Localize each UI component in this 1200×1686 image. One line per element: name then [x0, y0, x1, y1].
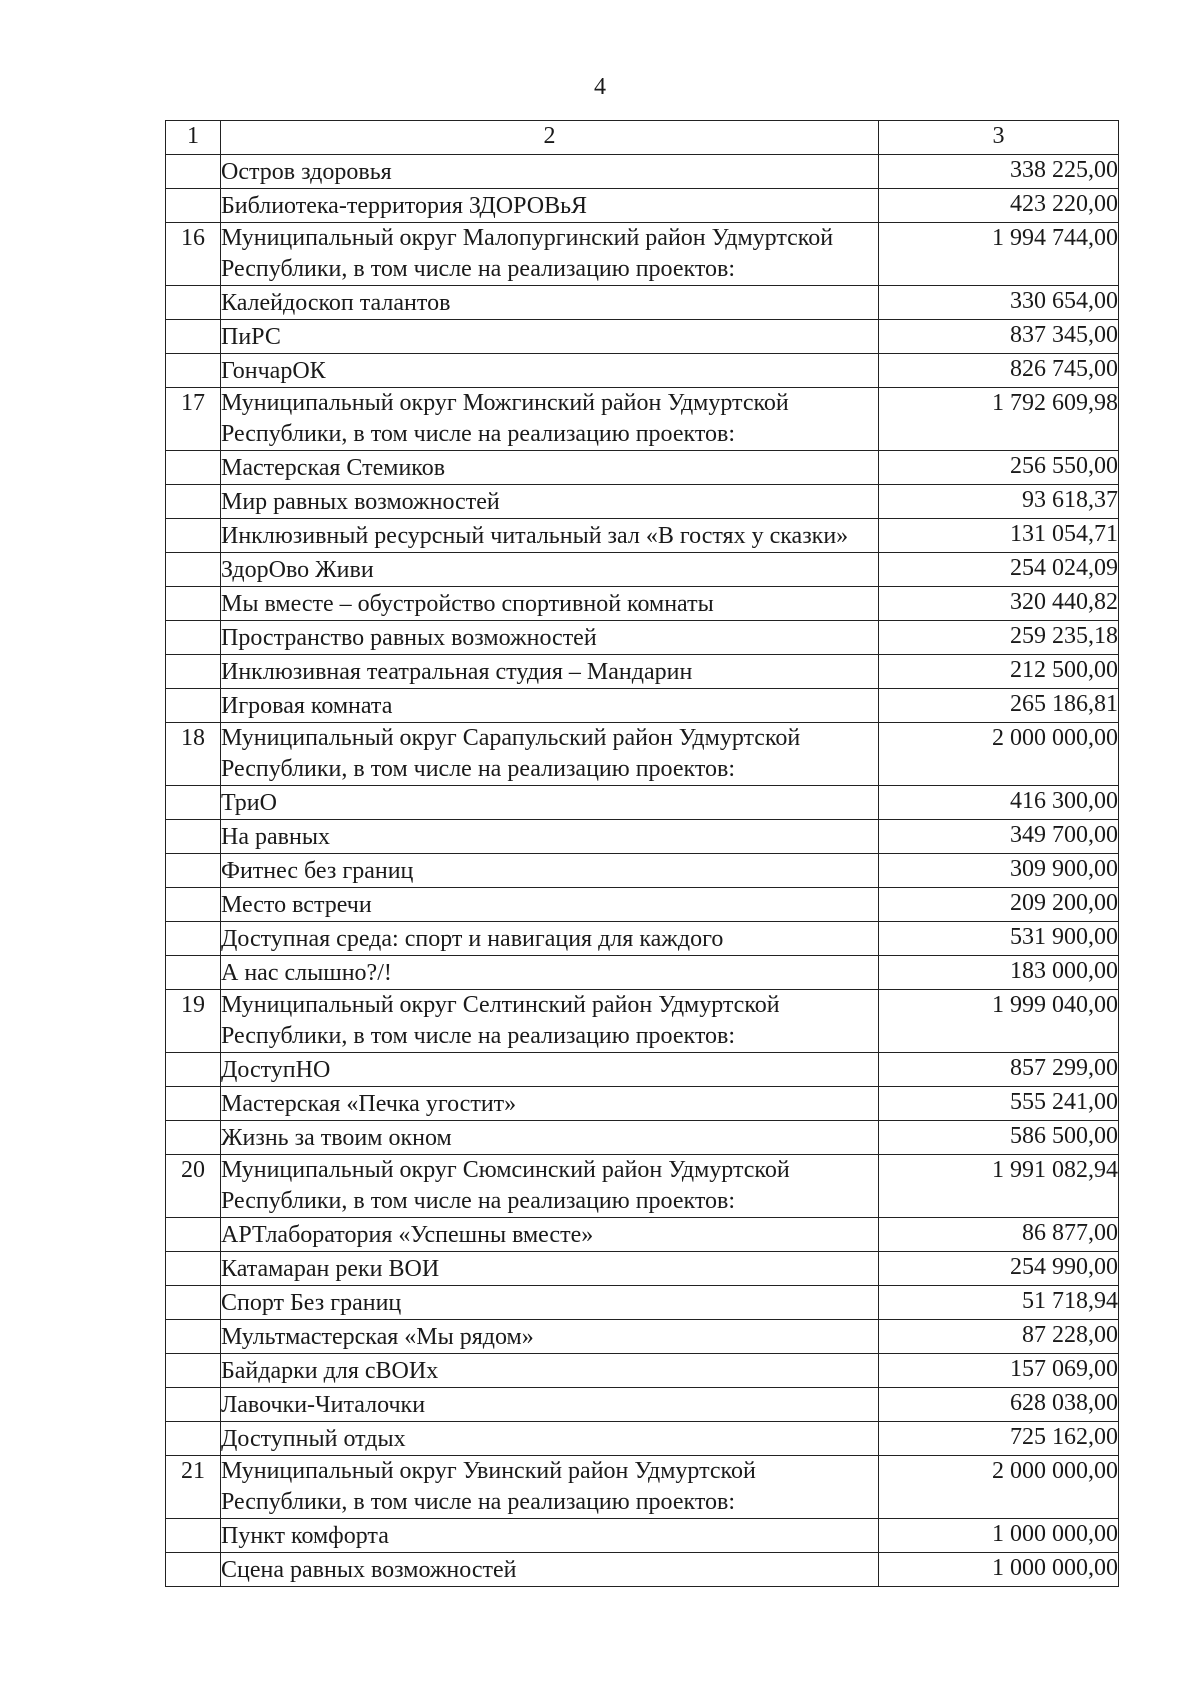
project-amount: 256 550,00	[879, 451, 1119, 485]
district-row	[166, 723, 1119, 786]
project-name: Пространство равных возможностей	[221, 621, 879, 655]
project-amount: 309 900,00	[879, 854, 1119, 888]
project-row	[166, 1218, 1119, 1252]
project-amount: 93 618,37	[879, 485, 1119, 519]
row-number-cell	[166, 1422, 221, 1456]
table-header-row	[166, 121, 1119, 155]
project-name: Калейдоскоп талантов	[221, 286, 879, 320]
district-name: Муниципальный округ Можгинский район Удмуртской Республики, в том числе на реализацию проектов:	[221, 388, 879, 451]
project-amount: 265 186,81	[879, 689, 1119, 723]
column-header-number: 1	[166, 121, 221, 155]
project-amount: 51 718,94	[879, 1286, 1119, 1320]
district-amount: 2 000 000,00	[879, 723, 1119, 786]
row-number-cell	[166, 786, 221, 820]
row-number-cell	[166, 621, 221, 655]
district-name: Муниципальный округ Увинский район Удмуртской Республики, в том числе на реализацию проектов:	[221, 1456, 879, 1519]
project-row	[166, 1252, 1119, 1286]
project-amount: 857 299,00	[879, 1053, 1119, 1087]
funding-table	[165, 120, 1119, 1587]
row-number-cell	[166, 1252, 221, 1286]
row-number-cell	[166, 587, 221, 621]
row-number-cell	[166, 1286, 221, 1320]
project-amount: 212 500,00	[879, 655, 1119, 689]
project-amount: 555 241,00	[879, 1087, 1119, 1121]
district-name: Муниципальный округ Малопургинский район Удмуртской Республики, в том числе на реализацию проектов:	[221, 223, 879, 286]
district-amount: 1 792 609,98	[879, 388, 1119, 451]
project-name: Байдарки для сВОИх	[221, 1354, 879, 1388]
row-number-cell	[166, 1121, 221, 1155]
district-name: Муниципальный округ Сарапульский район Удмуртской Республики, в том числе на реализацию проектов:	[221, 723, 879, 786]
project-row	[166, 1121, 1119, 1155]
project-row	[166, 655, 1119, 689]
project-row	[166, 587, 1119, 621]
project-row	[166, 553, 1119, 587]
project-row	[166, 689, 1119, 723]
project-name: Мастерская «Печка угостит»	[221, 1087, 879, 1121]
project-row	[166, 1087, 1119, 1121]
project-amount: 254 024,09	[879, 553, 1119, 587]
row-number-cell	[166, 1320, 221, 1354]
project-row	[166, 1553, 1119, 1587]
project-amount: 157 069,00	[879, 1354, 1119, 1388]
project-row	[166, 621, 1119, 655]
district-row	[166, 1456, 1119, 1519]
project-row	[166, 820, 1119, 854]
project-name: А нас слышно?/!	[221, 956, 879, 990]
row-number-cell	[166, 1087, 221, 1121]
district-number: 20	[166, 1155, 221, 1218]
project-name: Катамаран реки ВОИ	[221, 1252, 879, 1286]
row-number-cell	[166, 1218, 221, 1252]
project-amount: 628 038,00	[879, 1388, 1119, 1422]
project-amount: 416 300,00	[879, 786, 1119, 820]
project-name: Спорт Без границ	[221, 1286, 879, 1320]
project-name: Место встречи	[221, 888, 879, 922]
district-number: 17	[166, 388, 221, 451]
project-amount: 349 700,00	[879, 820, 1119, 854]
district-amount: 1 999 040,00	[879, 990, 1119, 1053]
row-number-cell	[166, 1053, 221, 1087]
row-number-cell	[166, 286, 221, 320]
row-number-cell	[166, 155, 221, 189]
row-number-cell	[166, 320, 221, 354]
row-number-cell	[166, 1354, 221, 1388]
project-amount: 86 877,00	[879, 1218, 1119, 1252]
project-name: Жизнь за твоим окном	[221, 1121, 879, 1155]
row-number-cell	[166, 519, 221, 553]
project-name: ПиРС	[221, 320, 879, 354]
project-amount: 209 200,00	[879, 888, 1119, 922]
project-name: Доступный отдых	[221, 1422, 879, 1456]
district-row	[166, 1155, 1119, 1218]
row-number-cell	[166, 553, 221, 587]
district-number: 19	[166, 990, 221, 1053]
row-number-cell	[166, 485, 221, 519]
row-number-cell	[166, 820, 221, 854]
project-amount: 423 220,00	[879, 189, 1119, 223]
project-amount: 725 162,00	[879, 1422, 1119, 1456]
project-name: ТриО	[221, 786, 879, 820]
project-amount: 531 900,00	[879, 922, 1119, 956]
row-number-cell	[166, 1553, 221, 1587]
project-row	[166, 189, 1119, 223]
project-row	[166, 1286, 1119, 1320]
project-row	[166, 854, 1119, 888]
project-name: Библиотека-территория ЗДОРОВьЯ	[221, 189, 879, 223]
row-number-cell	[166, 854, 221, 888]
district-number: 18	[166, 723, 221, 786]
district-amount: 2 000 000,00	[879, 1456, 1119, 1519]
project-name: ГончарОК	[221, 354, 879, 388]
project-name: Остров здоровья	[221, 155, 879, 189]
project-name: Лавочки-Читалочки	[221, 1388, 879, 1422]
project-name: Инклюзивная театральная студия – Мандарин	[221, 655, 879, 689]
project-row	[166, 1422, 1119, 1456]
district-name: Муниципальный округ Селтинский район Удмуртской Республики, в том числе на реализацию проектов:	[221, 990, 879, 1053]
project-row	[166, 1354, 1119, 1388]
row-number-cell	[166, 956, 221, 990]
project-amount: 183 000,00	[879, 956, 1119, 990]
project-amount: 320 440,82	[879, 587, 1119, 621]
district-number: 21	[166, 1456, 221, 1519]
project-amount: 586 500,00	[879, 1121, 1119, 1155]
row-number-cell	[166, 1388, 221, 1422]
project-row	[166, 888, 1119, 922]
project-name: Фитнес без границ	[221, 854, 879, 888]
district-row	[166, 990, 1119, 1053]
project-row	[166, 451, 1119, 485]
project-name: Мультмастерская «Мы рядом»	[221, 1320, 879, 1354]
project-name: АРТлаборатория «Успешны вместе»	[221, 1218, 879, 1252]
project-row	[166, 956, 1119, 990]
district-number: 16	[166, 223, 221, 286]
project-row	[166, 1320, 1119, 1354]
row-number-cell	[166, 922, 221, 956]
page-number: 4	[594, 74, 606, 100]
project-name: Мир равных возможностей	[221, 485, 879, 519]
project-amount: 338 225,00	[879, 155, 1119, 189]
project-amount: 1 000 000,00	[879, 1553, 1119, 1587]
project-row	[166, 922, 1119, 956]
district-amount: 1 994 744,00	[879, 223, 1119, 286]
project-amount: 254 990,00	[879, 1252, 1119, 1286]
project-amount: 837 345,00	[879, 320, 1119, 354]
row-number-cell	[166, 354, 221, 388]
project-row	[166, 1388, 1119, 1422]
project-amount: 259 235,18	[879, 621, 1119, 655]
project-row	[166, 519, 1119, 553]
project-row	[166, 286, 1119, 320]
project-name: Пункт комфорта	[221, 1519, 879, 1553]
project-row	[166, 485, 1119, 519]
project-amount: 330 654,00	[879, 286, 1119, 320]
column-header-name: 2	[221, 121, 879, 155]
row-number-cell	[166, 1519, 221, 1553]
project-name: Мастерская Стемиков	[221, 451, 879, 485]
project-name: Сцена равных возможностей	[221, 1553, 879, 1587]
district-row	[166, 388, 1119, 451]
project-row	[166, 354, 1119, 388]
column-header-amount: 3	[879, 121, 1119, 155]
row-number-cell	[166, 655, 221, 689]
project-row	[166, 155, 1119, 189]
project-name: ДоступНО	[221, 1053, 879, 1087]
project-amount: 1 000 000,00	[879, 1519, 1119, 1553]
project-amount: 87 228,00	[879, 1320, 1119, 1354]
project-name: Инклюзивный ресурсный читальный зал «В гостях у сказки»	[221, 519, 879, 553]
project-row	[166, 786, 1119, 820]
row-number-cell	[166, 451, 221, 485]
project-amount: 131 054,71	[879, 519, 1119, 553]
district-name: Муниципальный округ Сюмсинский район Удмуртской Республики, в том числе на реализацию проектов:	[221, 1155, 879, 1218]
project-name: Доступная среда: спорт и навигация для каждого	[221, 922, 879, 956]
project-name: Игровая комната	[221, 689, 879, 723]
project-row	[166, 1519, 1119, 1553]
project-row	[166, 1053, 1119, 1087]
row-number-cell	[166, 689, 221, 723]
project-name: ЗдорОво Живи	[221, 553, 879, 587]
project-name: На равных	[221, 820, 879, 854]
row-number-cell	[166, 189, 221, 223]
project-row	[166, 320, 1119, 354]
district-row	[166, 223, 1119, 286]
row-number-cell	[166, 888, 221, 922]
project-amount: 826 745,00	[879, 354, 1119, 388]
district-amount: 1 991 082,94	[879, 1155, 1119, 1218]
project-name: Мы вместе – обустройство спортивной комнаты	[221, 587, 879, 621]
